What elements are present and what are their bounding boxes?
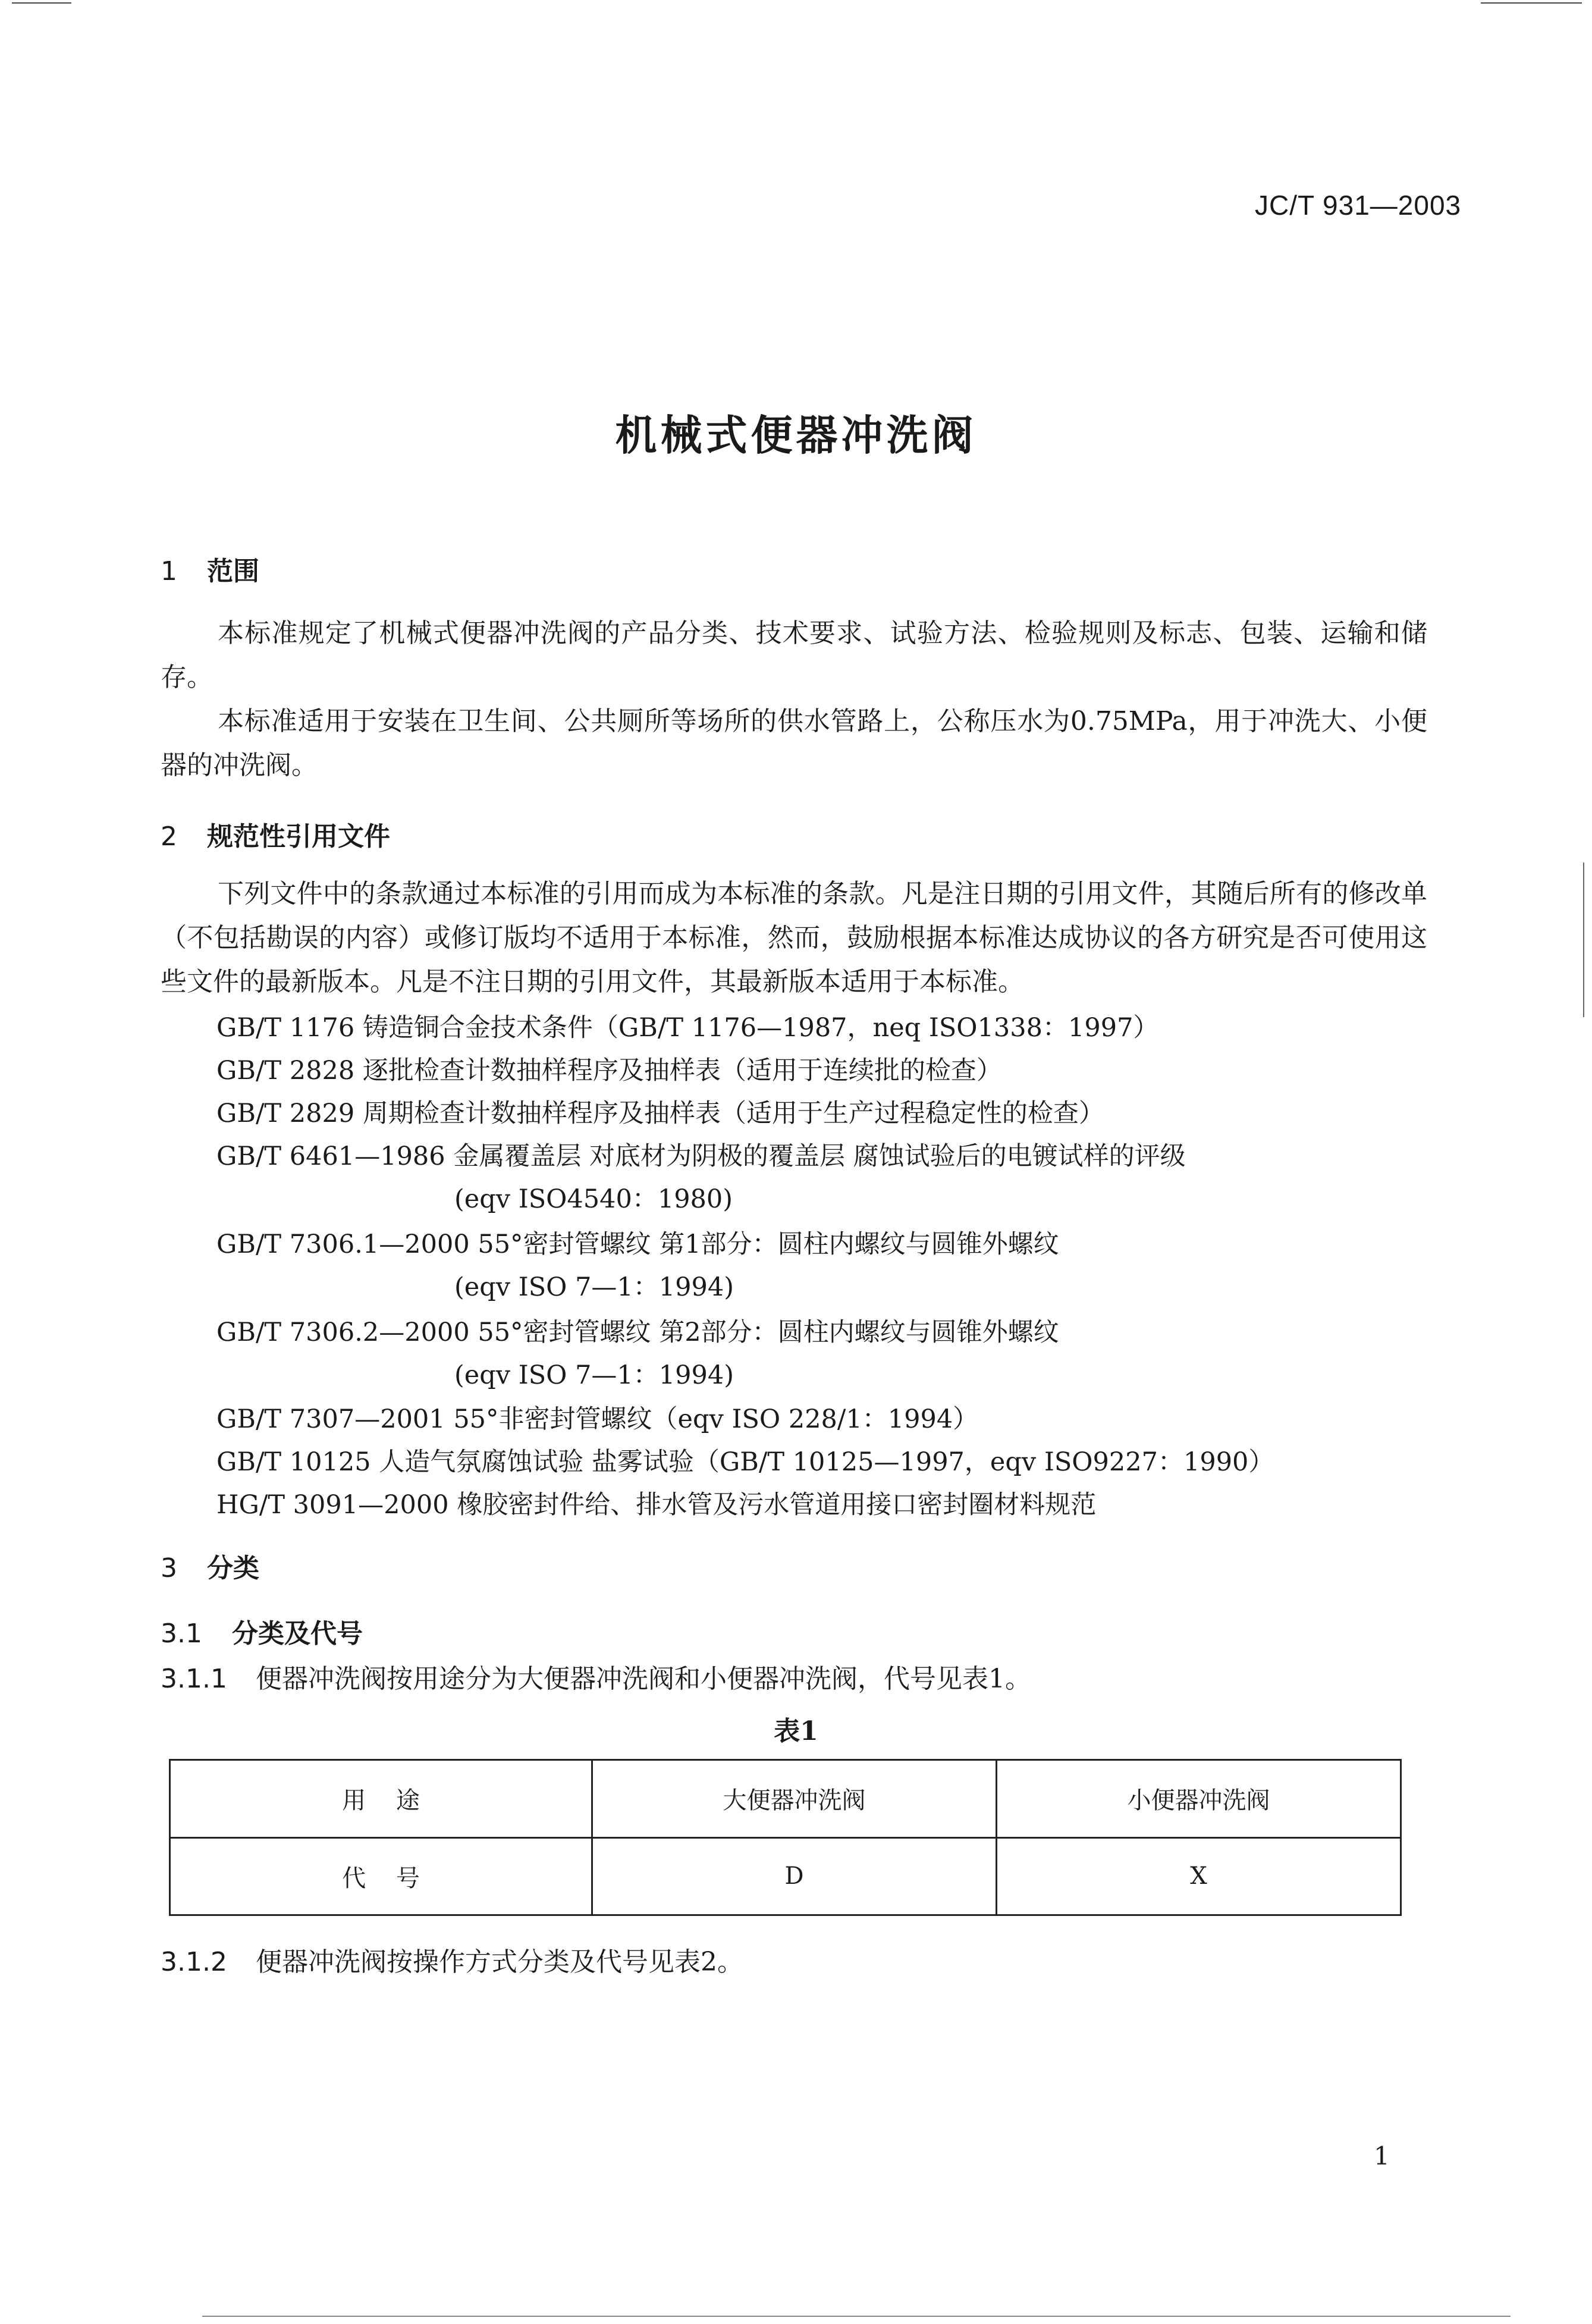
section-1-title: 范围 bbox=[207, 556, 259, 587]
section-3-title: 分类 bbox=[207, 1553, 259, 1583]
scan-edge-bottom bbox=[202, 2316, 1511, 2317]
clause-3-1-1-number: 3.1.1 bbox=[161, 1664, 227, 1694]
section-1-number: 1 bbox=[161, 556, 177, 587]
reference-item: GB/T 6461—1986 金属覆盖层 对底材为阴极的覆盖层 腐蚀试验后的电镀试样的评级 bbox=[216, 1141, 1186, 1171]
section-1-paragraph-1: 本标准规定了机械式便器冲洗阀的产品分类、技术要求、试验方法、检验规则及标志、包装、运输和储存。 bbox=[161, 618, 1427, 692]
section-1-heading bbox=[161, 550, 259, 588]
table-cell: X bbox=[997, 1837, 1401, 1915]
table-cell: 用 途 bbox=[170, 1760, 592, 1838]
section-2-paragraph-1: 下列文件中的条款通过本标准的引用而成为本标准的条款。凡是注日期的引用文件，其随后所有的修改单（不包括勘误的内容）或修订版均不适用于本标准，然而，鼓励根据本标准达成协议的各方研究是否可使用这些文件的最新版本。凡是不注日期的引用文件，其最新版本适用于本标准。 bbox=[161, 879, 1427, 997]
page-title: 机械式便器冲洗阀 bbox=[615, 411, 977, 460]
clause-3-1-2 bbox=[161, 1940, 743, 1978]
clause-3-1-1 bbox=[161, 1657, 1031, 1695]
reference-item: GB/T 1176 铸造铜合金技术条件（GB/T 1176—1987，neq ISO1338：1997） bbox=[216, 1013, 1159, 1043]
reference-item: GB/T 7306.2—2000 55°密封管螺纹 第2部分：圆柱内螺纹与圆锥外螺纹 bbox=[216, 1318, 1059, 1347]
reference-item-continuation: (eqv ISO 7—1：1994) bbox=[454, 1360, 734, 1390]
section-3-1-heading bbox=[161, 1612, 363, 1650]
table-1-caption: 表1 bbox=[774, 1716, 818, 1746]
section-2-number: 2 bbox=[161, 821, 177, 852]
clause-3-1-1-text: 便器冲洗阀按用途分为大便器冲洗阀和小便器冲洗阀，代号见表1。 bbox=[256, 1664, 1031, 1694]
clause-3-1-2-text: 便器冲洗阀按操作方式分类及代号见表2。 bbox=[256, 1947, 743, 1977]
reference-item: GB/T 7306.1—2000 55°密封管螺纹 第1部分：圆柱内螺纹与圆锥外螺纹 bbox=[216, 1230, 1059, 1259]
table-cell: 代 号 bbox=[170, 1837, 592, 1915]
section-2-heading bbox=[161, 815, 390, 853]
section-3-1-number: 3.1 bbox=[161, 1619, 202, 1649]
section-2-title: 规范性引用文件 bbox=[207, 821, 390, 852]
scan-edge-top-left bbox=[12, 2, 71, 4]
section-3-number: 3 bbox=[161, 1553, 177, 1583]
table-cell: D bbox=[592, 1837, 997, 1915]
table-row bbox=[170, 1837, 1401, 1915]
table-cell: 大便器冲洗阀 bbox=[592, 1760, 997, 1838]
document-number: JC/T 931—2003 bbox=[1255, 190, 1462, 221]
section-3-1-title: 分类及代号 bbox=[232, 1619, 363, 1649]
table-row bbox=[170, 1760, 1401, 1838]
section-3-heading bbox=[161, 1547, 259, 1585]
scan-edge-top-right bbox=[1481, 2, 1582, 4]
table-cell: 小便器冲洗阀 bbox=[997, 1760, 1401, 1838]
reference-item: GB/T 2829 周期检查计数抽样程序及抽样表（适用于生产过程稳定性的检查） bbox=[216, 1099, 1104, 1128]
reference-item: GB/T 7307—2001 55°非密封管螺纹（eqv ISO 228/1：1994） bbox=[216, 1404, 979, 1434]
scan-edge-right bbox=[1583, 863, 1584, 1017]
reference-item: GB/T 2828 逐批检查计数抽样程序及抽样表（适用于连续批的检查） bbox=[216, 1056, 1002, 1086]
table-1 bbox=[169, 1759, 1402, 1916]
page-number: 1 bbox=[1374, 2141, 1390, 2171]
reference-item: HG/T 3091—2000 橡胶密封件给、排水管及污水管道用接口密封圈材料规范 bbox=[216, 1490, 1097, 1520]
reference-item-continuation: (eqv ISO 7—1：1994) bbox=[454, 1272, 734, 1302]
reference-item-continuation: (eqv ISO4540：1980) bbox=[454, 1184, 733, 1214]
section-1-paragraph-2: 本标准适用于安装在卫生间、公共厕所等场所的供水管路上，公称压水为0.75MPa，用于冲洗大、小便器的冲洗阀。 bbox=[161, 706, 1427, 780]
clause-3-1-2-number: 3.1.2 bbox=[161, 1947, 227, 1977]
reference-item: GB/T 10125 人造气氛腐蚀试验 盐雾试验（GB/T 10125—1997，eqv ISO9227：1990） bbox=[216, 1447, 1274, 1477]
